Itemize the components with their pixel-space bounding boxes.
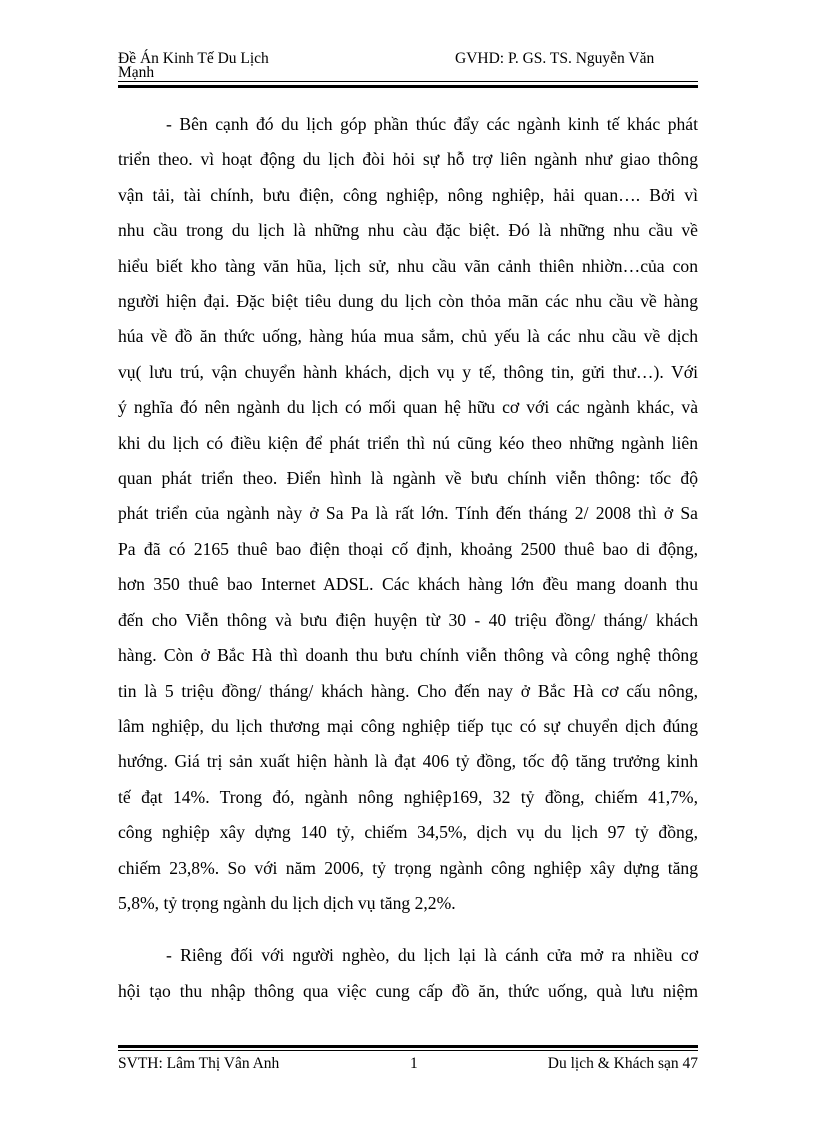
page-number: 1 xyxy=(410,1055,418,1072)
text-line: - Riêng đối với người nghèo, du lịch lại là cánh cửa mở ra nhiều cơ xyxy=(166,945,698,966)
text-line: ý nghĩa đó nên ngành du lịch có mối quan hệ hữu cơ với các ngành khác, và xyxy=(118,397,698,418)
footer-author: SVTH: Lâm Thị Vân Anh xyxy=(118,1055,280,1072)
text-line: vụ( lưu trú, vận chuyển hành khách, dịch vụ y tế, thông tin, gửi thư…). Với xyxy=(118,361,698,382)
footer-rule xyxy=(118,1045,698,1051)
text-line: lâm nghiệp, du lịch thương mại công nghiệp tiếp tục có sự chuyển dịch đúng xyxy=(118,715,698,736)
text-line: chiếm 23,8%. So với năm 2006, tỷ trọng ngành công nghiệp xây dựng tăng xyxy=(118,857,698,878)
paragraph-1 xyxy=(118,107,698,921)
text-line: công nghiệp xây dựng 140 tỷ, chiếm 34,5%, dịch vụ du lịch 97 tỷ đồng, xyxy=(118,822,698,843)
text-line: húa về đồ ăn thức uống, hàng húa mua sắm, chủ yếu là các nhu cầu về dịch xyxy=(118,326,698,347)
header-rule xyxy=(118,81,698,88)
page-body xyxy=(118,107,698,1009)
text-line: Pa đã có 2165 thuê bao điện thoại cố định, khoảng 2500 thuê bao di động, xyxy=(118,538,698,559)
paragraph-gap xyxy=(118,921,698,938)
text-line: tin là 5 triệu đồng/ tháng/ khách hàng. Cho đến nay ở Bắc Hà cơ cấu nông, xyxy=(118,680,698,701)
text-line: quan phát triển theo. Điển hình là ngành về bưu chính viễn thông: tốc độ xyxy=(118,468,698,489)
text-line: đến cho Viễn thông và bưu điện huyện từ 30 - 40 triệu đồng/ tháng/ khách xyxy=(118,609,698,630)
text-line: khi du lịch có điều kiện để phát triển thì nú cũng kéo theo những ngành liên xyxy=(118,432,698,453)
paragraph-2 xyxy=(118,938,698,1009)
text-line: vận tải, tài chính, bưu điện, công nghiệp, nông nghiệp, hải quan…. Bởi vì xyxy=(118,184,698,205)
text-line: triển theo. vì hoạt động du lịch đòi hỏi sự hỗ trợ liên ngành như giao thông xyxy=(118,149,698,170)
footer-course: Du lịch & Khách sạn 47 xyxy=(547,1055,698,1072)
text-line: - Bên cạnh đó du lịch góp phần thúc đẩy các ngành kinh tế khác phát xyxy=(166,114,698,134)
text-line: hiểu biết kho tàng văn hũa, lịch sử, nhu cầu vãn cảnh thiên nhiờn…của con xyxy=(118,255,698,276)
header-title: Đề Án Kinh Tế Du Lịch xyxy=(118,50,269,67)
text-line: tế đạt 14%. Trong đó, ngành nông nghiệp169, 32 tỷ đồng, chiếm 41,7%, xyxy=(118,786,698,807)
text-line: hơn 350 thuê bao Internet ADSL. Các khách hàng lớn đều mang doanh thu xyxy=(118,574,698,595)
text-line: nhu cầu trong du lịch là những nhu càu đặc biệt. Đó là những nhu cầu về xyxy=(118,220,698,241)
text-line: 5,8%, tỷ trọng ngành du lịch dịch vụ tăng 2,2%. xyxy=(118,892,456,913)
text-line: hội tạo thu nhập thông qua việc cung cấp đồ ăn, thức uống, quà lưu niệm xyxy=(118,980,698,1001)
text-line: hướng. Giá trị sản xuất hiện hành là đạt 406 tỷ đồng, tốc độ tăng trưởng kinh xyxy=(118,751,698,772)
header-supervisor-wrap: Mạnh xyxy=(118,64,155,81)
text-line: phát triển của ngành này ở Sa Pa là rất lớn. Tính đến tháng 2/ 2008 thì ở Sa xyxy=(118,503,698,524)
text-line: người hiện đại. Đặc biệt tiêu dung du lịch còn thỏa mãn các nhu cầu về hàng xyxy=(118,291,698,312)
text-line: hàng. Còn ở Bắc Hà thì doanh thu bưu chính viễn thông và công nghệ thông xyxy=(118,645,698,666)
header-supervisor: GVHD: P. GS. TS. Nguyễn Văn xyxy=(455,50,655,67)
